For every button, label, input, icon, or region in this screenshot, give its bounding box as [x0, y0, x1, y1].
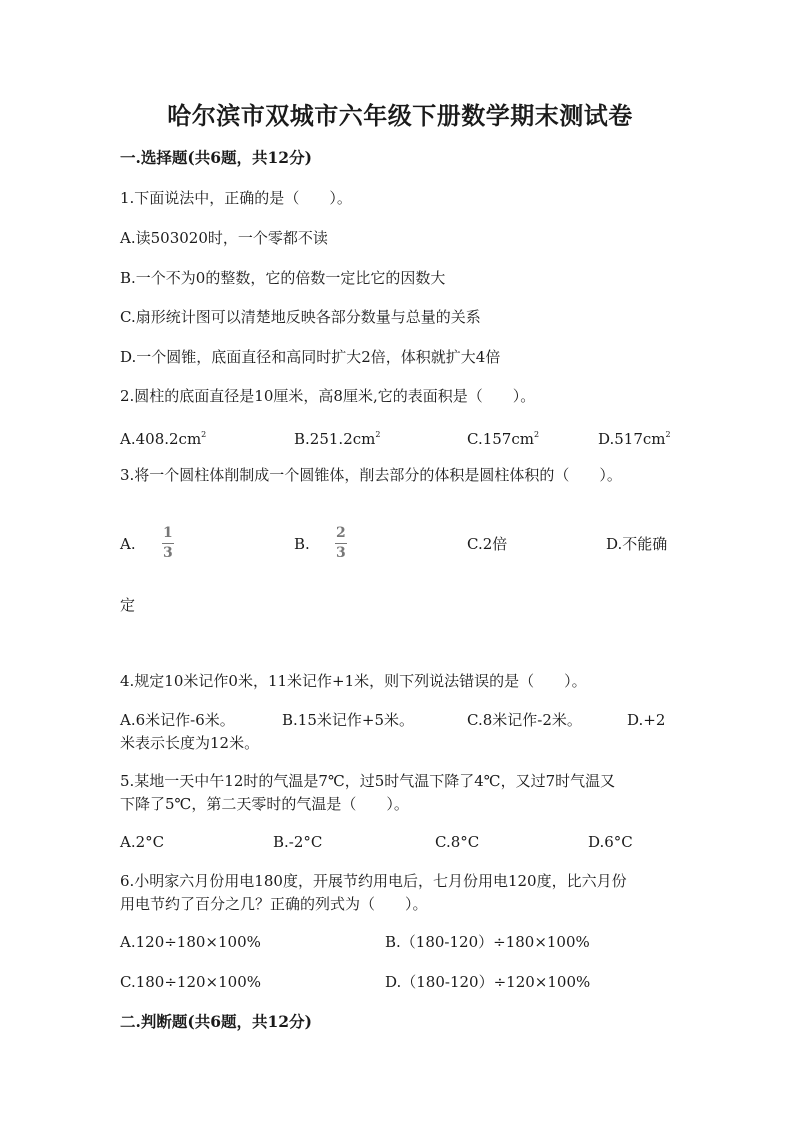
question-2-option-c: $C.157cm^2$ — [467, 430, 540, 448]
question-1-option-d: D.一个圆锥，底面直径和高同时扩大2倍，体积就扩大4倍 — [120, 348, 501, 366]
question-4-option-d-continued: 米表示长度为12米。 — [120, 734, 260, 752]
question-4-option-d: D.+2 — [627, 711, 666, 729]
question-1-option-c: C.扇形统计图可以清楚地反映各部分数量与总量的关系 — [120, 308, 481, 326]
question-3-option-d: D.不能确 — [606, 535, 668, 553]
question-2-option-b: $B.251.2cm^2$ — [294, 430, 381, 448]
question-4-option-c: C.8米记作-2米。 — [467, 711, 582, 729]
question-3-option-b-fraction: $\frac{2}{3}$ — [336, 525, 346, 561]
question-6-option-d: D.（180-120）÷120×100% — [385, 973, 591, 991]
question-4-option-a: A.6米记作-6米。 — [120, 711, 235, 729]
question-1-option-b: B.一个不为0的整数，它的倍数一定比它的因数大 — [120, 269, 446, 287]
question-5-option-a: A.2°C — [120, 833, 165, 851]
page-title: 哈尔滨市双城市六年级下册数学期末测试卷 — [167, 101, 633, 130]
question-2-option-d: $D.517cm^2$ — [598, 430, 671, 448]
question-2-option-a: $A.408.2cm^2$ — [120, 430, 207, 448]
question-4-option-b: B.15米记作+5米。 — [282, 711, 414, 729]
question-6-option-b: B.（180-120）÷180×100% — [385, 933, 590, 951]
question-3-stem: 3.将一个圆柱体削制成一个圆锥体，削去部分的体积是圆柱体积的（ ）。 — [120, 466, 622, 484]
question-6-option-c: C.180÷120×100% — [120, 973, 261, 991]
question-5-option-c: C.8°C — [435, 833, 480, 851]
question-3-option-a-label: A. — [120, 535, 136, 553]
question-3-option-d-continued: 定 — [120, 596, 136, 614]
question-5-stem-line-1: 5.某地一天中午12时的气温是7℃，过5时气温下降了4℃，又过7时气温又 — [120, 772, 616, 790]
question-3-option-c: C.2倍 — [467, 535, 508, 553]
question-5-option-b: B.-2°C — [273, 833, 323, 851]
question-4-stem: 4.规定10米记作0米，11米记作+1米，则下列说法错误的是（ ）。 — [120, 672, 587, 690]
question-1-option-a: A.读503020时，一个零都不读 — [120, 229, 328, 247]
question-6-stem-line-2: 用电节约了百分之几？正确的列式为（ ）。 — [120, 895, 428, 913]
section-heading-choice: 一.选择题(共6题，共12分) — [120, 148, 312, 167]
section-heading-judgment: 二.判断题(共6题，共12分) — [120, 1012, 312, 1031]
question-1-stem: 1.下面说法中，正确的是（ ）。 — [120, 189, 352, 207]
question-5-stem-line-2: 下降了5℃，第二天零时的气温是（ ）。 — [120, 795, 409, 813]
question-2-stem: 2.圆柱的底面直径是10厘米，高8厘米,它的表面积是（ ）。 — [120, 387, 536, 405]
question-3-option-b-label: B. — [294, 535, 310, 553]
question-6-option-a: A.120÷180×100% — [120, 933, 261, 951]
question-5-option-d: D.6°C — [588, 833, 633, 851]
question-6-stem-line-1: 6.小明家六月份用电180度，开展节约用电后，七月份用电120度，比六月份 — [120, 872, 627, 890]
question-3-option-a-fraction: $\frac{1}{3}$ — [163, 525, 173, 561]
